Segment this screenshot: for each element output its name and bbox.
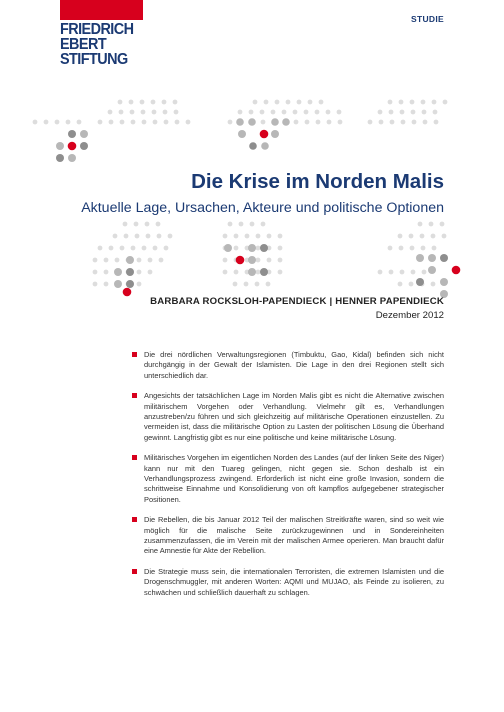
map-dot (429, 222, 434, 227)
map-dot (153, 120, 158, 125)
map-dot (234, 246, 239, 251)
map-dot (378, 110, 383, 115)
map-dot (286, 100, 291, 105)
map-dot (431, 234, 436, 239)
map-dot (432, 100, 437, 105)
map-dot (379, 120, 384, 125)
map-dot (114, 268, 122, 276)
map-dot (236, 256, 245, 265)
map-dot (319, 100, 324, 105)
map-dot (398, 282, 403, 287)
map-dot (250, 222, 255, 227)
map-dot (142, 120, 147, 125)
map-dot (316, 120, 321, 125)
map-dot (433, 110, 438, 115)
map-dot (174, 110, 179, 115)
map-dot (145, 222, 150, 227)
map-dot (411, 270, 416, 275)
map-dot (109, 120, 114, 125)
map-dot (248, 244, 256, 252)
map-dot (420, 234, 425, 239)
map-dot (223, 270, 228, 275)
map-dot (440, 222, 445, 227)
map-dot (338, 120, 343, 125)
map-dot (399, 100, 404, 105)
map-dot (327, 120, 332, 125)
map-dot (115, 258, 120, 263)
map-dot (151, 100, 156, 105)
map-dot (326, 110, 331, 115)
map-dot (120, 246, 125, 251)
document-type-label: STUDIE (411, 14, 444, 24)
map-dot (131, 120, 136, 125)
map-dot (68, 130, 76, 138)
summary-point-text: Die drei nördlichen Verwaltungsregionen (Timbuktu, Gao, Kidal) befinden sich nicht durchgängig in der Gewalt der Islamisten. Die Lage in den drei Regionen stellt sich unterschiedlich dar. (144, 350, 444, 380)
map-dot (119, 110, 124, 115)
map-dot (267, 234, 272, 239)
map-dot (260, 268, 268, 276)
summary-point (132, 391, 444, 442)
map-dot (452, 266, 461, 275)
map-dot (256, 258, 261, 263)
map-dot (162, 100, 167, 105)
map-dot (126, 256, 134, 264)
summary-points-list (132, 350, 444, 608)
map-dot (440, 278, 448, 286)
map-dot (93, 258, 98, 263)
map-dot (388, 246, 393, 251)
map-dot (120, 120, 125, 125)
summary-point (132, 515, 444, 556)
logo-line-1: FRIEDRICH (60, 21, 134, 38)
map-dot (389, 270, 394, 275)
map-dot (248, 256, 256, 264)
map-dot (141, 110, 146, 115)
map-dot (168, 234, 173, 239)
page-subtitle: Aktuelle Lage, Ursachen, Akteure und politische Optionen (81, 200, 444, 216)
map-dot (80, 142, 88, 150)
map-dot (109, 246, 114, 251)
map-dot (131, 246, 136, 251)
page-title: Die Krise im Norden Malis (191, 170, 444, 193)
map-dot (308, 100, 313, 105)
map-dot (297, 100, 302, 105)
map-dot (126, 280, 134, 288)
map-dot (409, 234, 414, 239)
summary-point-text: Militärisches Vorgehen im eigentlichen Norden des Landes (auf der linken Seite des Niger) kann nur mit den Tuareg gelingen, nicht gegen sie. Schon deshalb ist ein Verhandlungsprozess zwingend. Erforderlich ist nicht eine große Invasion, sondern die schrittweise Einnahme und Konsolidierung von oft kampflos aufgegebener strategischer Positionen. (144, 453, 444, 504)
map-dot (234, 234, 239, 239)
map-dot (108, 110, 113, 115)
map-dot (239, 222, 244, 227)
map-dot (137, 270, 142, 275)
map-dot (228, 222, 233, 227)
map-dot (77, 120, 82, 125)
bullet-square-icon (132, 517, 137, 522)
map-dot (443, 100, 448, 105)
map-dot (56, 142, 64, 150)
summary-point-text: Die Strategie muss sein, die internationalen Terroristen, die extremen Islamisten und die Drogenschmuggler, mit anderen Worten: AQMI und MUJAO, als Feinde zu isolieren, zu schwächen und schließlich dauerhaft zu schlagen. (144, 567, 444, 597)
map-dot (114, 280, 122, 288)
map-dot (271, 118, 279, 126)
map-dot (411, 110, 416, 115)
map-dot (256, 234, 261, 239)
map-dot (104, 282, 109, 287)
bullet-square-icon (132, 455, 137, 460)
map-dot (400, 270, 405, 275)
map-dot (249, 110, 254, 115)
map-dot (398, 234, 403, 239)
map-dot (278, 258, 283, 263)
map-dot (68, 142, 77, 151)
map-dot (156, 222, 161, 227)
map-dot (223, 234, 228, 239)
map-dot (113, 234, 118, 239)
map-dot (104, 258, 109, 263)
map-dot (236, 118, 244, 126)
map-dot (175, 120, 180, 125)
summary-point (132, 567, 444, 598)
map-dot (422, 110, 427, 115)
map-dot (164, 120, 169, 125)
map-dot (148, 270, 153, 275)
map-dot (256, 270, 261, 275)
map-dot (378, 270, 383, 275)
map-dot (416, 254, 424, 262)
map-dot (234, 270, 239, 275)
map-dot (137, 258, 142, 263)
map-dot (33, 120, 38, 125)
summary-point-text: Angesichts der tatsächlichen Lage im Norden Malis gibt es nicht die Alternative zwischen militärischem Vorgehen oder Verhandlung. Vielmehr gilt es, Verhandlungen anzustreben/zu führen und sich gleichzeitig auf militärische Operationen einzustellen. Zu vermeiden ist, dass die militärische Option zu Lasten der politischen Lösung die Überhand gewinnt. Langfristig gibt es nur eine politische und keine militärische Lösung. (144, 391, 444, 442)
map-dot (389, 110, 394, 115)
map-dot (260, 130, 269, 139)
map-dot (256, 246, 261, 251)
map-dot (98, 120, 103, 125)
map-dot (388, 100, 393, 105)
map-dot (412, 120, 417, 125)
map-dot (337, 110, 342, 115)
map-dot (261, 222, 266, 227)
map-dot (173, 100, 178, 105)
map-dot (159, 258, 164, 263)
map-dot (80, 130, 88, 138)
map-dot (148, 258, 153, 263)
map-dot (260, 244, 268, 252)
map-dot (152, 110, 157, 115)
map-dot (66, 120, 71, 125)
map-dot (146, 234, 151, 239)
map-dot (129, 100, 134, 105)
map-dot (440, 254, 448, 262)
map-dot (410, 100, 415, 105)
map-dot (123, 222, 128, 227)
map-dot (98, 246, 103, 251)
summary-point (132, 350, 444, 381)
bullet-square-icon (132, 393, 137, 398)
map-dot (55, 120, 60, 125)
map-dot (390, 120, 395, 125)
summary-point (132, 453, 444, 504)
map-dot (228, 120, 233, 125)
map-dot (304, 110, 309, 115)
map-dot (434, 120, 439, 125)
map-dot (271, 130, 279, 138)
map-dot (140, 100, 145, 105)
map-dot (271, 110, 276, 115)
map-dot (428, 254, 436, 262)
map-dot (130, 110, 135, 115)
map-dot (126, 268, 134, 276)
map-dot (421, 246, 426, 251)
map-dot (142, 246, 147, 251)
map-dot (224, 244, 232, 252)
map-dot (368, 120, 373, 125)
map-dot (249, 142, 257, 150)
map-dot (260, 110, 265, 115)
map-dot (93, 270, 98, 275)
map-dot (293, 110, 298, 115)
map-dot (315, 110, 320, 115)
map-dot (416, 278, 424, 286)
map-dot (244, 282, 249, 287)
map-dot (255, 282, 260, 287)
map-dot (418, 222, 423, 227)
map-dot (431, 282, 436, 287)
map-dot (118, 100, 123, 105)
map-dot (164, 246, 169, 251)
logo-line-3: STIFTUNG (60, 51, 128, 68)
map-dot (400, 110, 405, 115)
map-dot (261, 142, 269, 150)
map-dot (278, 246, 283, 251)
map-dot (233, 282, 238, 287)
map-dot (432, 246, 437, 251)
map-dot (253, 100, 258, 105)
publication-date: Dezember 2012 (375, 310, 444, 321)
map-dot (278, 234, 283, 239)
map-dot (238, 130, 246, 138)
map-dot (93, 282, 98, 287)
map-dot (266, 282, 271, 287)
summary-point-text: Die Rebellen, die bis Januar 2012 Teil der malischen Streitkräfte waren, sind so weit wie möglich für die malische Seite zurückzugewinnen und in Sondereinheiten zusammenzufassen, die im Verein mit der malischen Armee operieren. Man braucht dafür eine Amnestie für Akte der Rebellion. (144, 515, 444, 556)
map-dot (248, 118, 256, 126)
map-dot (278, 270, 283, 275)
map-dot (422, 270, 427, 275)
map-dot (153, 246, 158, 251)
map-dot (123, 288, 132, 297)
bullet-square-icon (132, 569, 137, 574)
logo-line-2: EBERT (60, 36, 107, 53)
map-dot (282, 118, 290, 126)
map-dot (282, 110, 287, 115)
map-dot (44, 120, 49, 125)
map-dot (56, 154, 64, 162)
map-dot (157, 234, 162, 239)
map-dot (163, 110, 168, 115)
map-dot (409, 282, 414, 287)
map-dot (428, 266, 436, 274)
map-dot (294, 120, 299, 125)
map-dot (245, 234, 250, 239)
bullet-square-icon (132, 352, 137, 357)
map-dot (238, 110, 243, 115)
map-dot (305, 120, 310, 125)
map-dot (399, 246, 404, 251)
map-dot (104, 270, 109, 275)
map-dot (264, 100, 269, 105)
map-dot (401, 120, 406, 125)
map-dot (421, 100, 426, 105)
map-dot (137, 282, 142, 287)
map-dot (135, 234, 140, 239)
map-dot (261, 120, 266, 125)
map-dot (223, 258, 228, 263)
map-dot (267, 258, 272, 263)
map-dot (410, 246, 415, 251)
map-dot (442, 234, 447, 239)
map-dot (423, 120, 428, 125)
map-dot (186, 120, 191, 125)
map-dot (68, 154, 76, 162)
map-dot (134, 222, 139, 227)
map-dot (248, 268, 256, 276)
map-dot (124, 234, 129, 239)
authors-line: BARBARA ROCKSLOH-PAPENDIECK | HENNER PAPENDIECK (150, 296, 444, 307)
map-dot (275, 100, 280, 105)
